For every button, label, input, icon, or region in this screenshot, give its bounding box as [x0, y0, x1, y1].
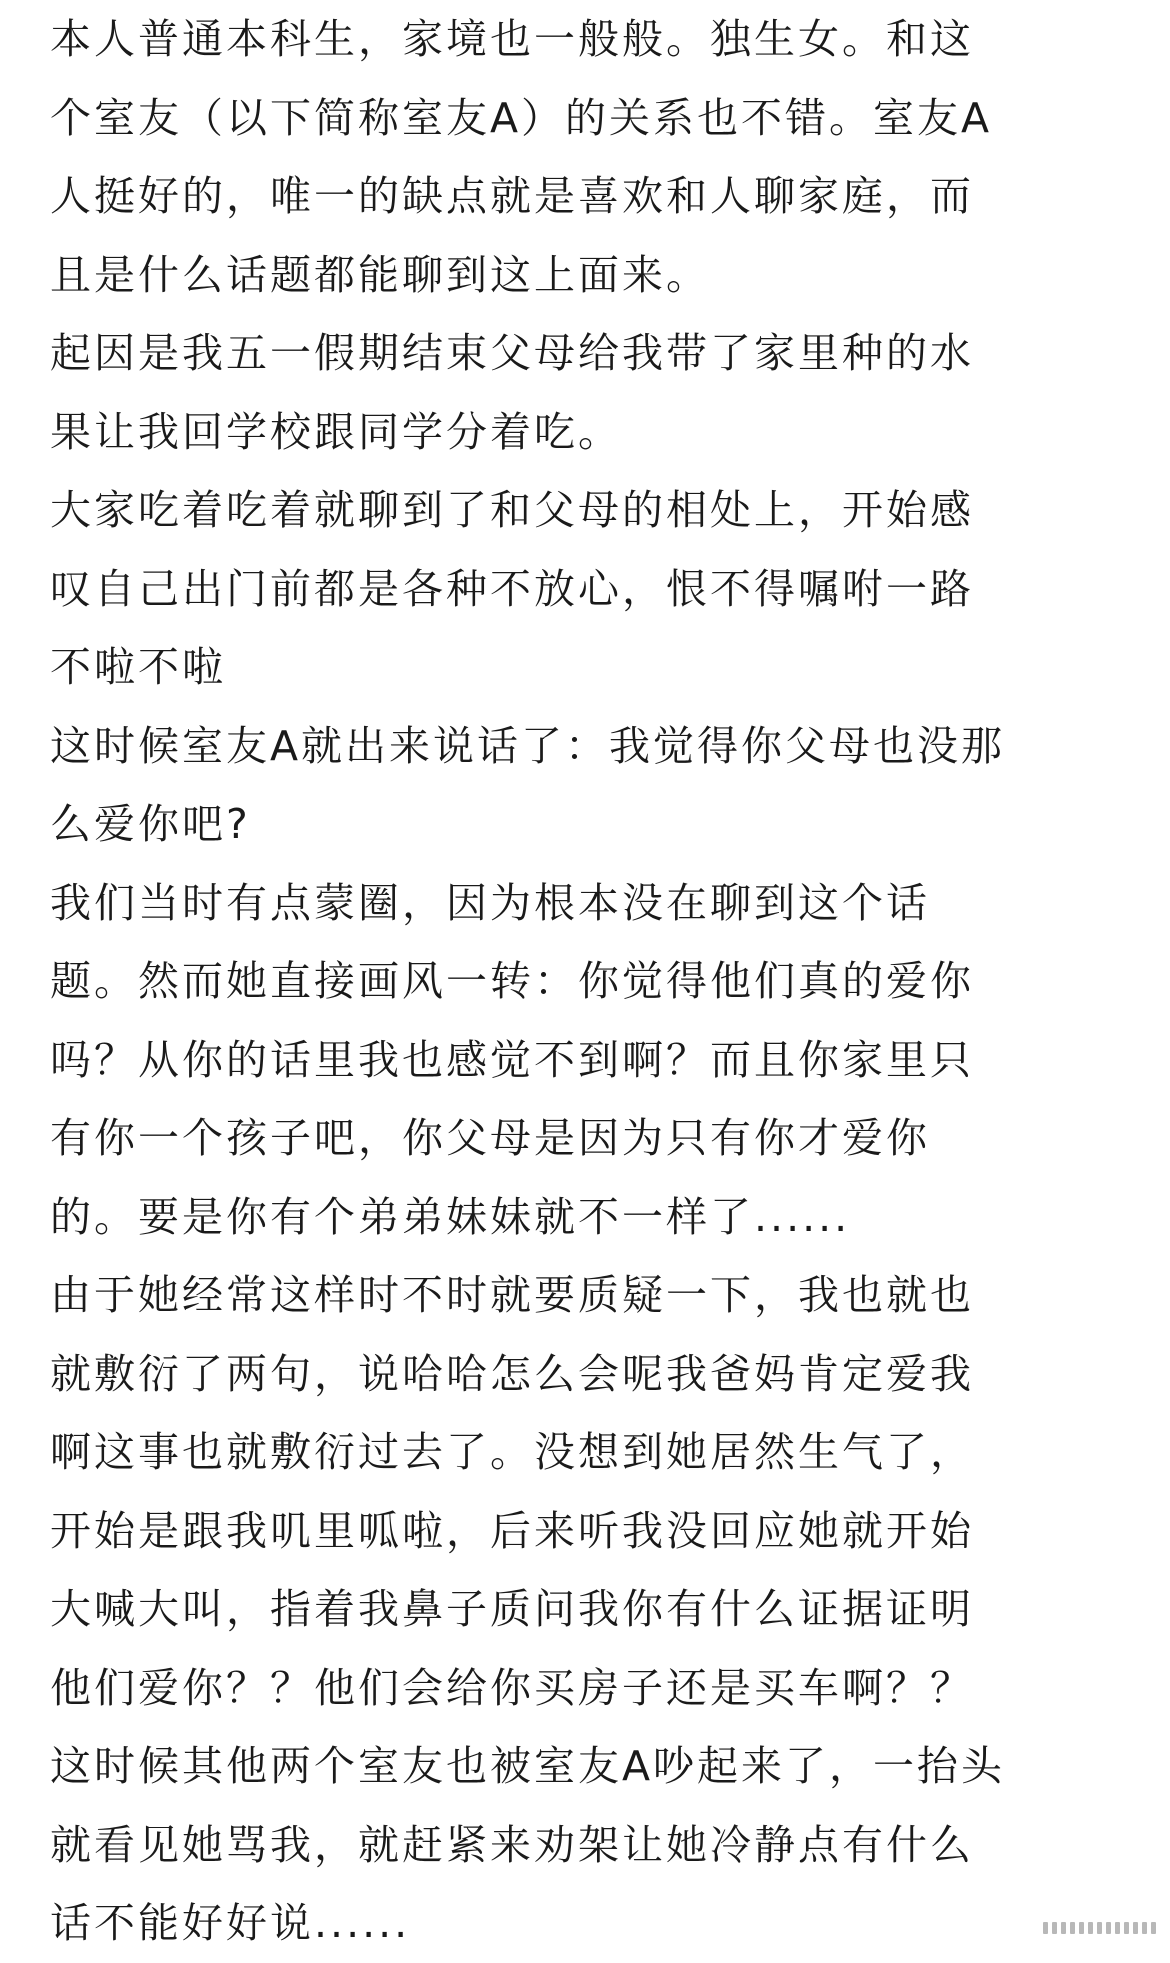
text-line: 人挺好的，唯一的缺点就是喜欢和人聊家庭，而 — [50, 172, 974, 220]
text-line: 这时候室友A就出来说话了：我觉得你父母也没那 — [50, 721, 1006, 770]
text-line: 叹自己出门前都是各种不放心，恨不得嘱咐一路 — [50, 564, 974, 613]
text-line: 我们当时有点蒙圈，因为根本没在聊到这个话 — [50, 878, 930, 927]
watermark-bar — [1043, 1922, 1048, 1934]
text-line: 果让我回学校跟同学分着吃。 — [50, 407, 622, 456]
text-line: 啊这事也就敷衍过去了。没想到她居然生气了， — [50, 1428, 974, 1476]
watermark-bar — [1097, 1922, 1102, 1934]
text-line: 话不能好好说...... — [50, 1899, 411, 1947]
watermark-bar — [1142, 1922, 1147, 1934]
text-line: 由于她经常这样时不时就要质疑一下，我也就也 — [50, 1271, 974, 1319]
text-line: 他们爱你？？他们会给你买房子还是买车啊？？ — [50, 1663, 974, 1712]
text-line: 就看见她骂我，就赶紧来劝架让她冷静点有什么 — [50, 1820, 974, 1869]
text-line: 这时候其他两个室友也被室友A吵起来了，一抬头 — [50, 1742, 1006, 1790]
text-line: 不啦不啦 — [50, 643, 226, 691]
text-line: 就敷衍了两句，说哈哈怎么会呢我爸妈肯定爱我 — [50, 1349, 974, 1398]
text-line: 大喊大叫，指着我鼻子质问我你有什么证据证明 — [50, 1585, 974, 1633]
text-line: 的。要是你有个弟弟妹妹就不一样了...... — [50, 1192, 851, 1241]
watermark-bar — [1088, 1922, 1093, 1934]
text-line: 么爱你吧? — [50, 800, 251, 848]
watermark-bar — [1124, 1922, 1129, 1934]
watermark-bar — [1151, 1922, 1156, 1934]
watermark-bar — [1061, 1922, 1066, 1934]
watermark-bar — [1115, 1922, 1120, 1934]
text-line: 大家吃着吃着就聊到了和父母的相处上，开始感 — [50, 486, 974, 534]
watermark-bar — [1070, 1922, 1075, 1934]
post-text — [50, 0, 1130, 1963]
text-line: 有你一个孩子吧，你父母是因为只有你才爱你 — [50, 1114, 930, 1162]
text-line: 开始是跟我叽里呱啦，后来听我没回应她就开始 — [50, 1506, 974, 1555]
text-line: 且是什么话题都能聊到这上面来。 — [50, 250, 710, 299]
watermark-bar — [1133, 1922, 1138, 1934]
watermark-bar — [1079, 1922, 1084, 1934]
text-line: 题。然而她直接画风一转：你觉得他们真的爱你 — [50, 957, 974, 1005]
text-line: 吗？从你的话里我也感觉不到啊？而且你家里只 — [50, 1035, 974, 1084]
text-line: 起因是我五一假期结束父母给我带了家里种的水 — [50, 329, 974, 377]
text-line: 本人普通本科生，家境也一般般。独生女。和这 — [50, 15, 974, 63]
text-line: 个室友（以下简称室友A）的关系也不错。室友A — [50, 93, 993, 142]
watermark-barcode — [1038, 1918, 1156, 1938]
watermark-bar — [1106, 1922, 1111, 1934]
watermark-bar — [1052, 1922, 1057, 1934]
